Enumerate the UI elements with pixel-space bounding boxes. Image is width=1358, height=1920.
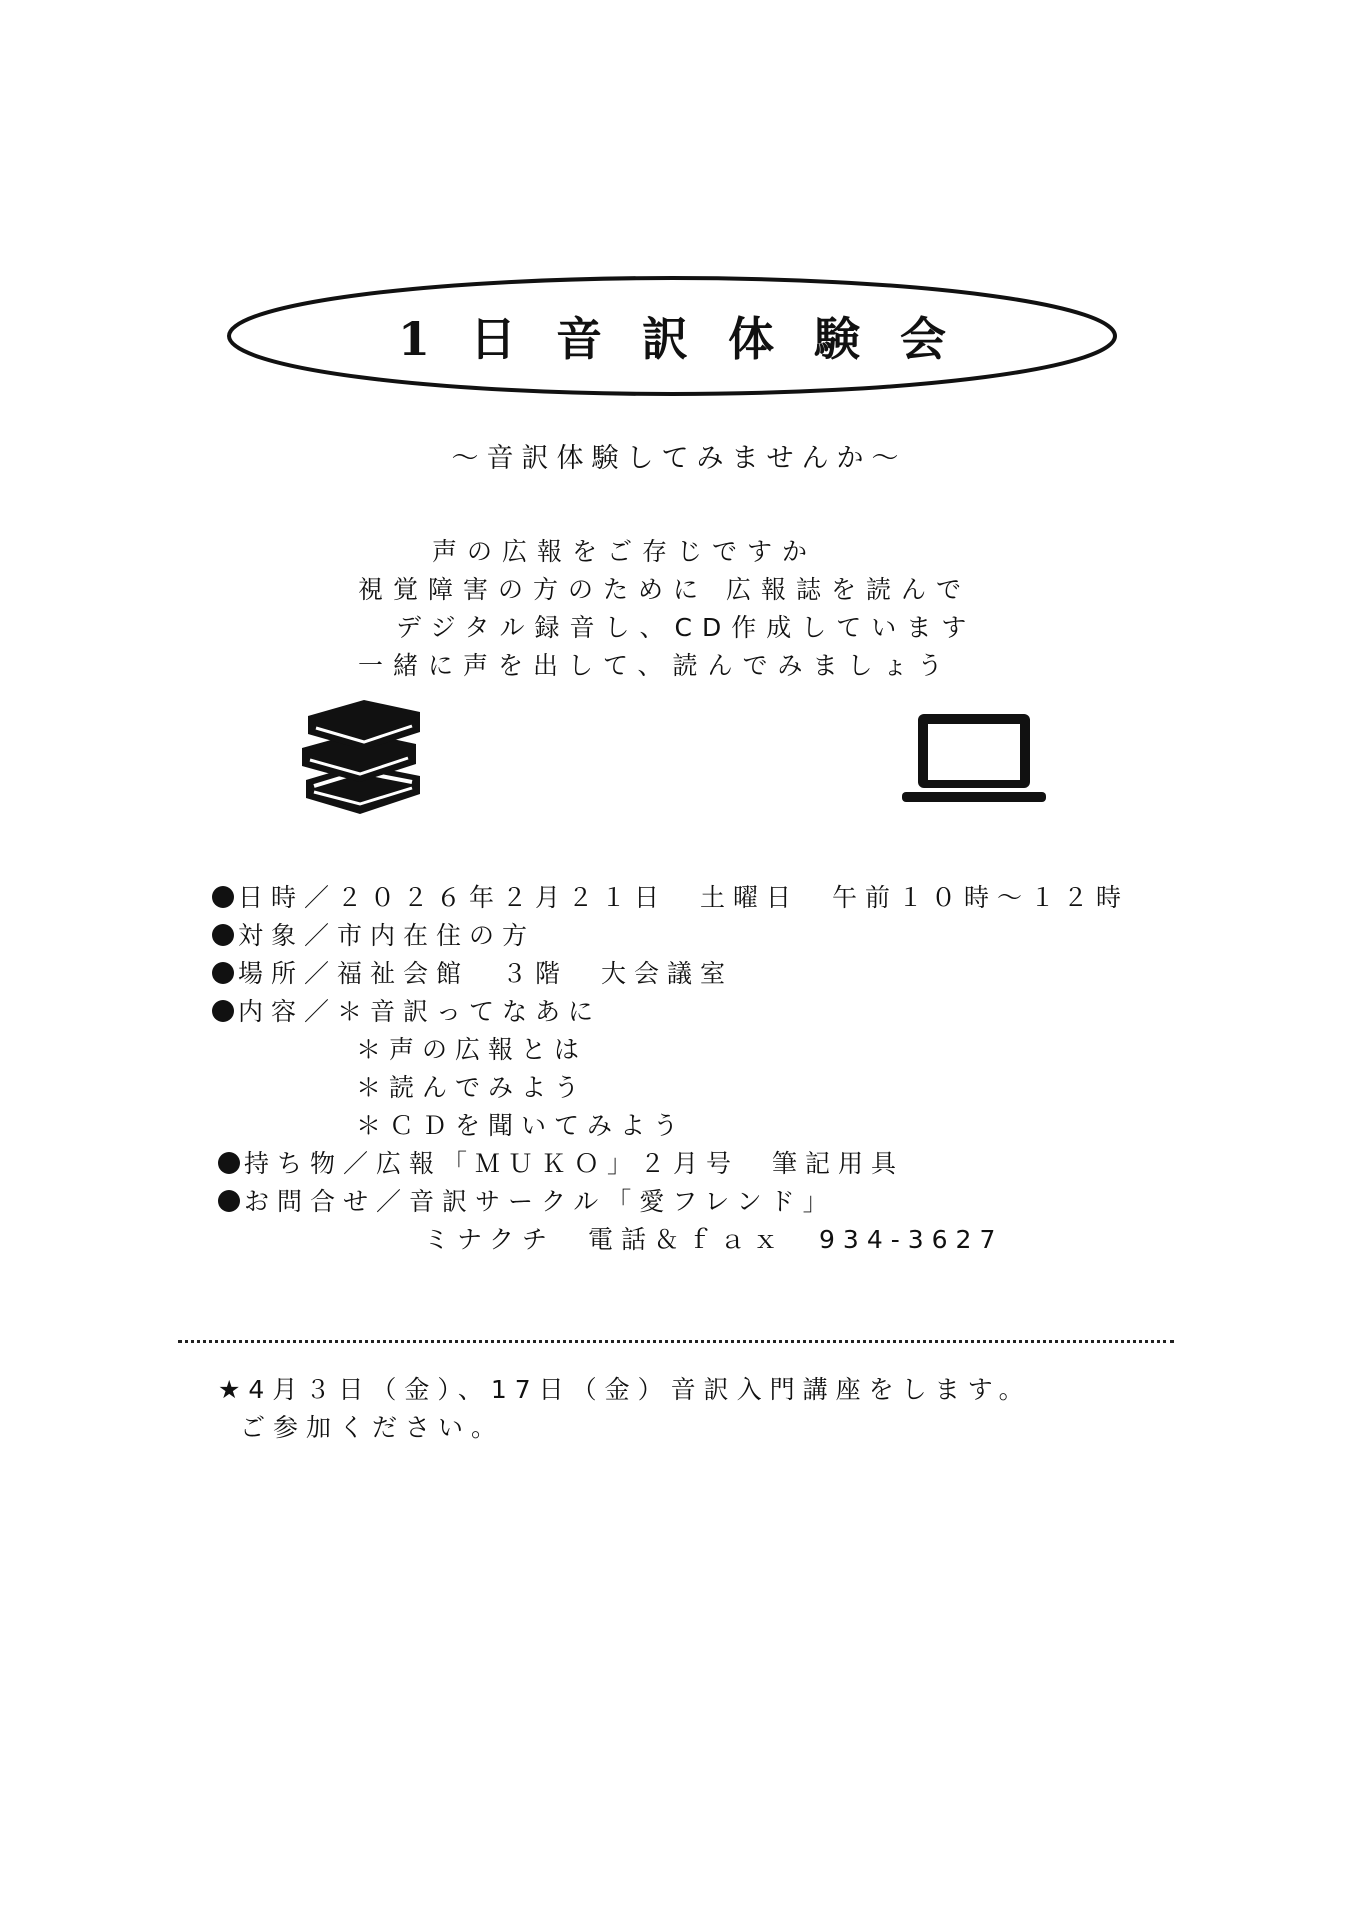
subtitle: ～音訳体験してみませんか～ (451, 443, 907, 474)
detail-contact: お問合せ／音訳サークル「愛フレンド」 (218, 1182, 836, 1218)
bullet-icon (212, 1000, 234, 1022)
title-oval (226, 272, 1118, 400)
page-title: 1日音訳体験会 (397, 312, 986, 366)
bullet-icon (212, 924, 234, 946)
intro-line: 一緒に声を出して、読んでみましょう (358, 651, 953, 680)
detail-place: 場所／福祉会館 ３階 大会議室 (212, 954, 733, 990)
footer-invitation: ご参加ください。 (240, 1413, 505, 1442)
bullet-icon (212, 962, 234, 984)
detail-datetime: 日時／２０２６年２月２１日 土曜日 午前１０時～１２時 (212, 878, 1129, 914)
intro-line: デジタル録音し、CD作成しています (396, 613, 977, 642)
footer-announcement: ★4月３日（金）、17日（金）音訳入門講座をします。 (218, 1375, 1032, 1404)
content-item: ＊読んでみよう (356, 1073, 588, 1102)
content-item: ＊ＣＤを聞いてみよう (356, 1111, 687, 1140)
stacked-books-icon (292, 694, 428, 824)
laptop-icon (900, 710, 1048, 806)
detail-belongings: 持ち物／広報「ＭＵＫＯ」２月号 筆記用具 (218, 1144, 904, 1180)
dotted-divider (178, 1340, 1174, 1343)
content-item: ＊声の広報とは (356, 1035, 588, 1064)
detail-target: 対象／市内在住の方 (212, 916, 535, 952)
detail-content: 内容／＊音訳ってなあに (212, 992, 601, 1028)
bullet-icon (212, 886, 234, 908)
intro-line: 視覚障害の方のために 広報誌を読んで (358, 575, 971, 604)
contact-phone: ミナクチ 電話＆ｆａｘ 934-3627 (424, 1225, 1004, 1254)
bullet-icon (218, 1190, 240, 1212)
bullet-icon (218, 1152, 240, 1174)
intro-line: 声の広報をご存じですか (432, 537, 818, 566)
